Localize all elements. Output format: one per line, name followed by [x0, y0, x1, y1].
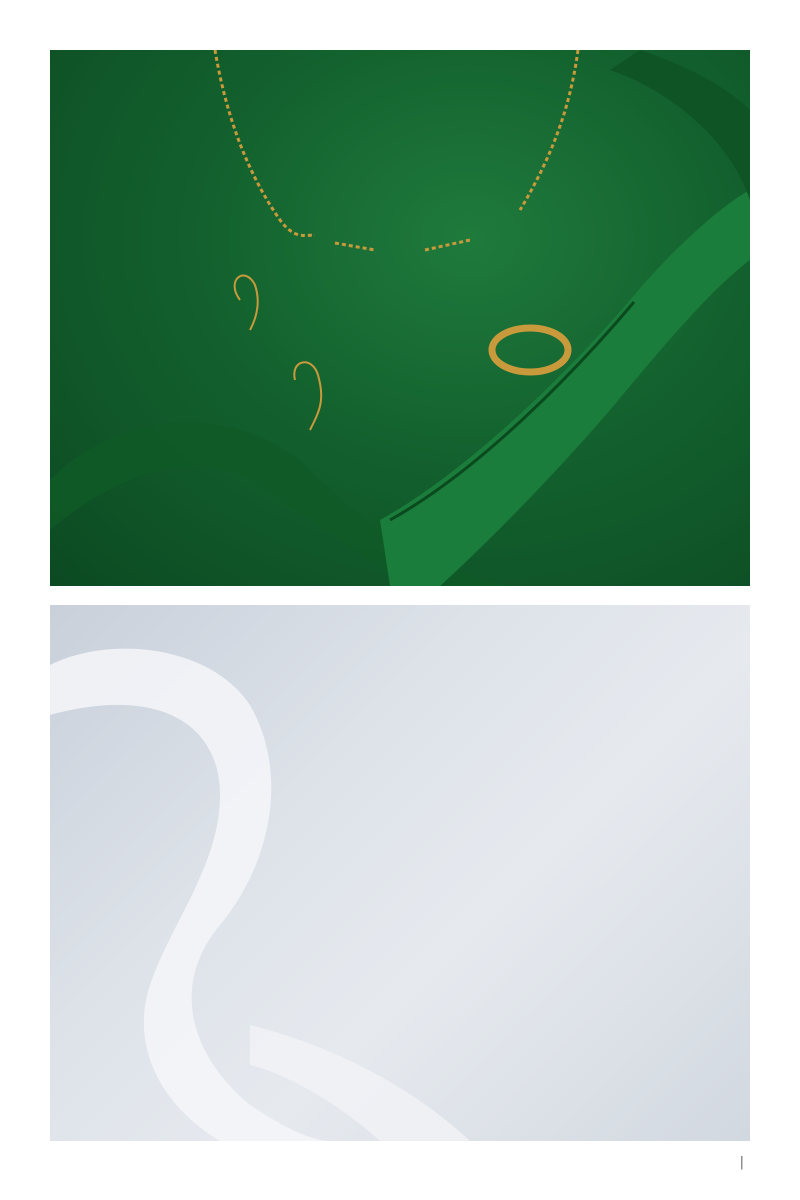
poinsettia-jewelry — [50, 50, 750, 586]
footer-separator: | — [739, 1155, 744, 1170]
spark-earrings — [50, 605, 750, 1141]
spark-panel — [50, 605, 750, 1141]
page-footer — [734, 1155, 750, 1170]
poinsettia-panel — [50, 50, 750, 586]
